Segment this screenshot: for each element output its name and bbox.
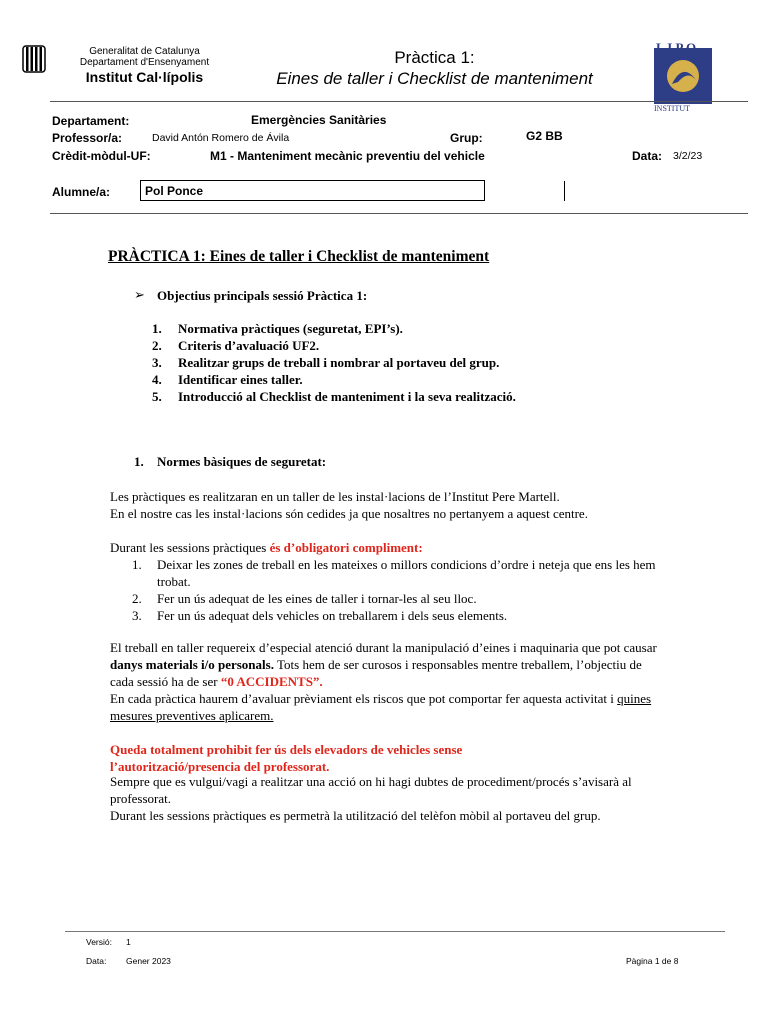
- list-item: 3. Realitzar grups de treball i nombrar al portaveu del grup.: [152, 355, 500, 370]
- page-heading: PRÀCTICA 1: Eines de taller i Checklist de manteniment: [108, 248, 490, 265]
- grup-label: Grup:: [450, 131, 483, 145]
- list-item: 1. Normativa pràctiques (seguretat, EPI’s).: [152, 321, 403, 336]
- paragraph-4: En cada pràctica haurem d’avaluar prèviament els riscos que pot comportar fer aquesta activitat i quines mesures preventives aplicarem.: [110, 691, 652, 723]
- date-label: Data:: [632, 149, 663, 163]
- paragraph-2: Durant les sessions pràctiques és d’obligatori compliment:: [110, 540, 423, 555]
- svg-text:L I P O: L I P O: [656, 40, 697, 55]
- list-item: 2. Criteris d’avaluació UF2.: [152, 338, 320, 353]
- footer-date-value: Gener 2023: [126, 956, 171, 966]
- list-item: 5. Introducció al Checklist de manteniment i la seva realització.: [152, 389, 516, 404]
- footer-date-label: Data:: [86, 956, 107, 966]
- section-1-title: 1. Normes bàsiques de seguretat:: [134, 454, 327, 469]
- list-item: 1. Deixar les zones de treball en les mateixes o millors condicions d’ordre i neteja que ens les hem trobat.: [132, 557, 656, 589]
- credit-title: - Manteniment mecànic preventiu del vehicle: [226, 149, 485, 163]
- alumne-label: Alumne/a:: [52, 185, 111, 199]
- generalitat-logo: [22, 44, 46, 74]
- prof-label: Professor/a:: [52, 131, 123, 145]
- gen-line2: Departament d'Ensenyament: [79, 57, 210, 68]
- paragraph-6: Sempre que es vulgui/vagi a realitzar una acció on hi hagi dubtes de procediment/procés s’avisarà al professorat.: [110, 774, 632, 806]
- alumne-field[interactable]: Pol Ponce: [140, 180, 485, 201]
- footer-version-value: 1: [126, 937, 131, 947]
- doc-title-line1: Pràctica 1:: [394, 48, 475, 67]
- paragraph-1: Les pràctiques es realitzaran en un taller de les instal·lacions de l’Institut Pere Martell. En el nostre cas les instal·lacions són cedides ja que nosaltres no pertanyem a aquest centre.: [110, 489, 588, 521]
- credit-label: Crèdit-mòdul-UF:: [52, 149, 151, 163]
- list-item: 2. Fer un ús adequat de les eines de taller i tornar-les al seu lloc.: [132, 591, 477, 606]
- list-item: 4. Identificar eines taller.: [152, 372, 303, 387]
- objectives-title: Objectius principals sessió Pràctica 1:: [157, 288, 368, 303]
- institute-name: Institut Cal·lípolis: [85, 69, 204, 85]
- generalitat-block: [72, 46, 217, 86]
- dept-label: Departament:: [52, 114, 130, 128]
- credit-value: [210, 149, 485, 163]
- footer-version-label: Versió:: [86, 937, 112, 947]
- footer-page-number: Pàgina 1 de 8: [626, 956, 679, 966]
- paragraph-7: Durant les sessions pràctiques es permetrà la utilització del telèfon mòbil al portaveu del grup.: [110, 808, 601, 823]
- doc-title-line2: Eines de taller i Checklist de manteniment: [276, 69, 593, 88]
- prohibition-warning: Queda totalment prohibit fer ús dels elevadors de vehicles sense l’autorització/presencia del professorat.: [110, 742, 463, 774]
- rules-list: [132, 556, 692, 624]
- prof-value: David Antón Romero de Ávila: [152, 132, 290, 144]
- list-item: 3. Fer un ús adequat dels vehicles on treballarem i dels seus elements.: [132, 608, 508, 623]
- arrow-bullet-icon: ➢: [134, 287, 145, 302]
- credit-code: M1: [210, 149, 227, 163]
- paragraph-3: El treball en taller requereix d’especial atenció durant la manipulació d’eines i maquinaria que pot causar danys materials i/o personals. Tots hem de ser curosos i responsables mentre treballem, l’objectiu de cada sessió ha de ser “0 ACCIDENTS”.: [110, 640, 657, 689]
- field-divider: [564, 181, 565, 201]
- grup-value: G2 BB: [526, 129, 563, 143]
- gen-line1: Generalitat de Catalunya: [89, 46, 200, 57]
- dept-value: Emergències Sanitàries: [251, 113, 387, 127]
- objectives-list: [152, 320, 516, 405]
- date-value: 3/2/23: [673, 150, 703, 162]
- institute-crest-logo: [648, 40, 716, 114]
- svg-text:INSTITUT: INSTITUT: [654, 104, 690, 113]
